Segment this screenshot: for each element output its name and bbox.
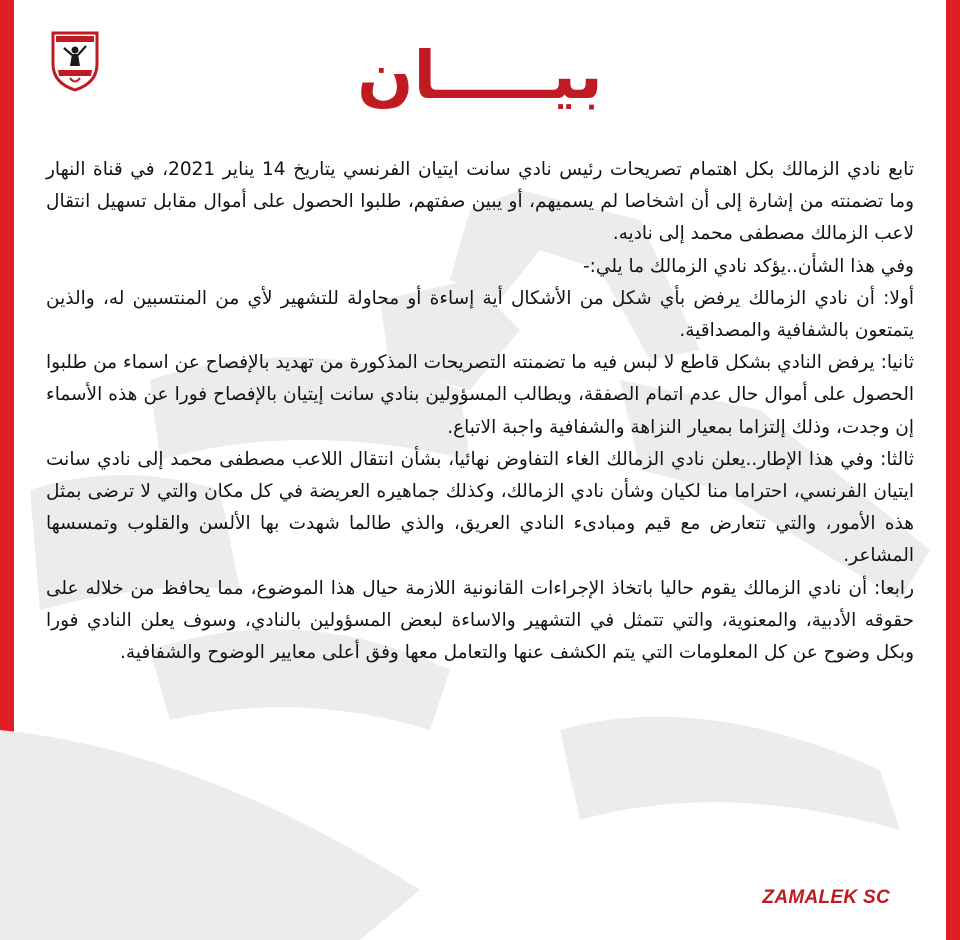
statement-body	[46, 154, 914, 669]
statement-title: بيـــــان	[357, 37, 603, 114]
club-name: ZAMALEK	[762, 887, 858, 908]
club-signature	[762, 887, 890, 909]
lead-in-line: وفي هذا الشأن..يؤكد نادي الزمالك ما يلي:-	[583, 255, 914, 277]
point-third: ثالثا: وفي هذا الإطار..يعلن نادي الزمالك الغاء التفاوض نهائيا، بشأن انتقال اللاعب مصطفى محمد إلى نادي سانت ايتيان الفرنسي، احتراما منا لكيان وشأن نادي الزمالك، وكذلك جماهيره العريضة في كل مكان والتي لا ترضى بمثل هذه الأمور، والتي تتعارض مع قيم ومبادىء النادي العريق، والذي طالما شهدت بها الألسن والقلوب وتمسسها المشاعر.	[46, 448, 914, 567]
point-fourth: رابعا: أن نادي الزمالك يقوم حاليا باتخاذ الإجراءات القانونية اللازمة حيال هذا الموضوع، مما يحافظ من خلاله على حقوقه الأدبية، والمعنوية، والتي تتمثل في التشهير والاساءة لبعض المسؤولين بالنادي، وسوف يعلن النادي فورا وبكل وضوح عن كل المعلومات التي يتم الكشف عنها والتعامل معها وفق أعلى معايير الوضوح والشفافية.	[46, 577, 914, 664]
intro-paragraph: تابع نادي الزمالك بكل اهتمام تصريحات رئيس نادي سانت ايتيان الفرنسي يتاريخ 14 يناير 2021، في قناة النهار وما تضمنته من إشارة إلى أن اشخاصا لم يسميهم، أو يبين صفتهم، طلبوا الحصول على أموال مقابل تسهيل انتقال لاعب الزمالك مصطفى محمد إلى ناديه.	[46, 159, 914, 245]
point-second: ثانيا: يرفض النادي بشكل قاطع لا لبس فيه ما تضمنته التصريحات المذكورة من تهديد بالإفصاح عن اسماء من طلبوا الحصول على أموال حال عدم اتمام الصفقة، ويطالب المسؤولين بنادي سانت إيتيان بالإفصاح فورا عن هذه الأسماء إن وجدت، وذلك إلتزاما بمعيار النزاهة والشفافية واجبة الاتباع.	[46, 352, 914, 438]
club-suffix: SC	[863, 887, 890, 908]
point-first: أولا: أن نادي الزمالك يرفض بأي شكل من الأشكال أية إساءة أو محاولة للتشهير لأي من المنتسبين له، والذين يتمتعون بالشفافية والمصداقية.	[46, 287, 914, 342]
